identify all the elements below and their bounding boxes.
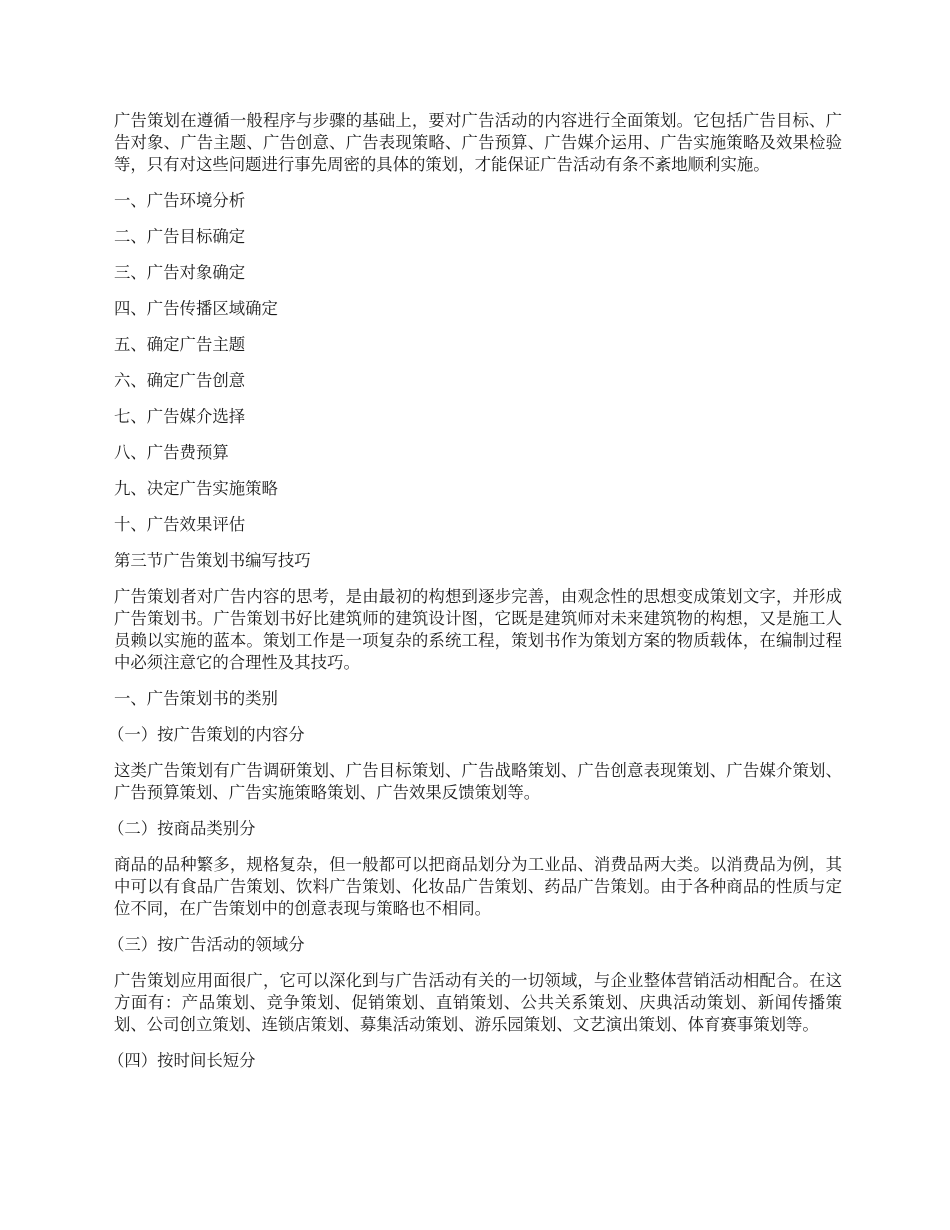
step-item: 一、广告环境分析 (114, 191, 246, 210)
category-heading: 一、广告策划书的类别 (114, 689, 278, 708)
subsection-heading-duration: （四）按时间长短分 (108, 1051, 256, 1070)
section-title: 第三节广告策划书编写技巧 (114, 551, 311, 570)
document-page (108, 110, 842, 1086)
step-item: 三、广告对象确定 (114, 263, 246, 282)
step-item: 五、确定广告主题 (114, 335, 246, 354)
step-item: 八、广告费预算 (114, 443, 229, 462)
subsection-text-domain: 广告策划应用面很广，它可以深化到与广告活动有关的一切领域，与企业整体营销活动相配合。在这方面有：产品策划、竞争策划、促销策划、直销策划、公共关系策划、庆典活动策划、新闻传播策划、公司创立策划、连锁店策划、募集活动策划、游乐园策划、文艺演出策划、体育赛事策划等。 (114, 971, 842, 1034)
intro-paragraph: 广告策划在遵循一般程序与步骤的基础上，要对广告活动的内容进行全面策划。它包括广告目标、广告对象、广告主题、广告创意、广告表现策略、广告预算、广告媒介运用、广告实施策略及效果检验等，只有对这些问题进行事先周密的具体的策划，才能保证广告活动有条不紊地顺利实施。 (114, 111, 842, 174)
subsection-heading-product: （二）按商品类别分 (108, 819, 256, 838)
subsection-text-product: 商品的品种繁多，规格复杂，但一般都可以把商品划分为工业品、消费品两大类。以消费品为例，其中可以有食品广告策划、饮料广告策划、化妆品广告策划、药品广告策划。由于各种商品的性质与定位不同，在广告策划中的创意表现与策略也不相同。 (114, 855, 842, 918)
section-intro-paragraph: 广告策划者对广告内容的思考，是由最初的构想到逐步完善，由观念性的思想变成策划文字，并形成广告策划书。广告策划书好比建筑师的建筑设计图，它既是建筑师对未来建筑物的构想，又是施工人员赖以实施的蓝本。策划工作是一项复杂的系统工程，策划书作为策划方案的物质载体，在编制过程中必须注意它的合理性及其技巧。 (114, 587, 842, 672)
step-item: 四、广告传播区域确定 (114, 299, 278, 318)
step-item: 九、决定广告实施策略 (114, 479, 278, 498)
step-item: 六、确定广告创意 (114, 371, 246, 390)
step-item: 七、广告媒介选择 (114, 407, 246, 426)
subsection-heading-content: （一）按广告策划的内容分 (108, 725, 305, 744)
step-item: 二、广告目标确定 (114, 227, 246, 246)
subsection-heading-domain: （三）按广告活动的领域分 (108, 935, 305, 954)
step-item: 十、广告效果评估 (114, 515, 246, 534)
subsection-text-content: 这类广告策划有广告调研策划、广告目标策划、广告战略策划、广告创意表现策划、广告媒介策划、广告预算策划、广告实施策略策划、广告效果反馈策划等。 (114, 761, 842, 802)
